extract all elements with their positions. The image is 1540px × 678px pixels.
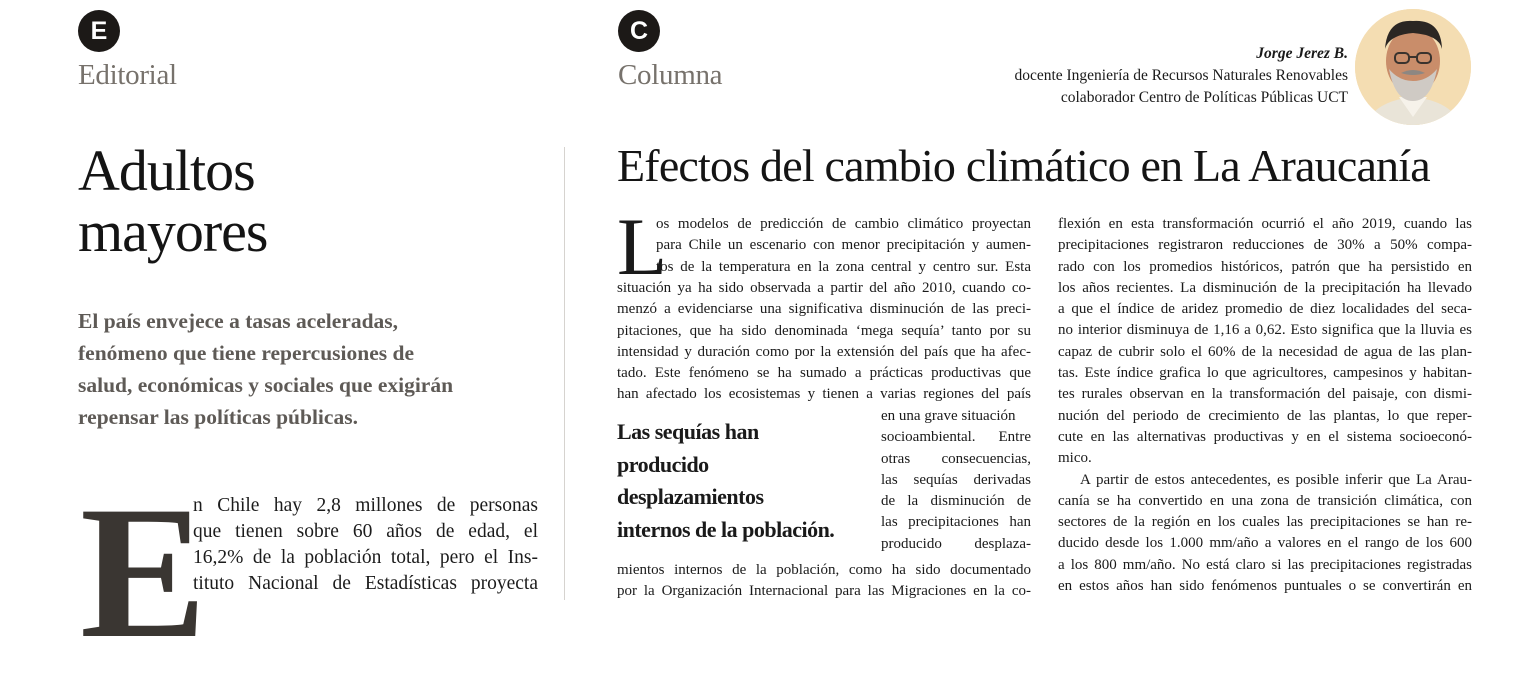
editorial-badge: E bbox=[78, 10, 120, 52]
editorial-body bbox=[193, 493, 538, 597]
editorial-dropcap: E bbox=[80, 468, 207, 678]
deck-line: El país envejece a tasas aceleradas, bbox=[78, 309, 399, 333]
column1-bottom bbox=[617, 560, 1031, 603]
body-line: capaz de cubrir solo el 60% de la necesidad de agua de las plan- bbox=[1058, 343, 1472, 360]
author-affiliation: colaborador Centro de Políticas Públicas UCT bbox=[1060, 89, 1348, 106]
body-line: precipitaciones registraron reducciones de 30% a 50% compa- bbox=[1058, 237, 1472, 254]
body-line: tes rurales observan en la transformación del paisaje, con dismi- bbox=[1058, 386, 1472, 403]
body-line: a los 800 mm/año. No está claro si las precipitaciones registradas bbox=[1058, 556, 1472, 573]
pull-quote-line: producido bbox=[617, 451, 709, 477]
pull-quote-line: desplazamientos bbox=[617, 484, 764, 509]
body-line: rado con los promedios históricos, patrón que ha persistido en bbox=[1058, 258, 1472, 275]
body-line: os modelos de predicción de cambio climático proyectan bbox=[656, 216, 1031, 232]
author-byline bbox=[1014, 43, 1348, 109]
author-photo bbox=[1355, 9, 1471, 125]
pull-quote-line: internos de la población. bbox=[617, 516, 835, 542]
body-line: canía se ha convertido en una zona de transición climática, con bbox=[1058, 492, 1472, 509]
deck-line: repensar las políticas públicas. bbox=[78, 405, 358, 429]
editorial-title-line: mayores bbox=[78, 199, 268, 264]
body-line: han afectado los ecosistemas y tienen a varias regiones del país bbox=[617, 386, 1031, 403]
editorial-section-label: Editorial bbox=[78, 59, 177, 91]
column-dropcap: L bbox=[617, 201, 668, 292]
body-line: producido desplaza- bbox=[881, 535, 1031, 552]
body-line: A partir de estos antecedentes, es posible inferir que La Arau- bbox=[1080, 471, 1472, 488]
body-line: ducido desde los 1.000 mm/año a valores en el rango de los 600 bbox=[1058, 535, 1472, 552]
body-line: que tienen sobre 60 años de edad, el bbox=[193, 521, 538, 542]
body-line: tado. Este fenómeno se ha sumado a prácticas productivas que bbox=[617, 365, 1031, 382]
deck-line: fenómeno que tiene repercusiones de bbox=[78, 341, 415, 365]
body-line: menzó a evidenciarse una significativa disminución de las preci- bbox=[617, 301, 1031, 318]
deck-line: salud, económicas y sociales que exigirán bbox=[78, 373, 454, 397]
body-line: tas. Este índice grafica lo que agricultores, campesinos y habitan- bbox=[1058, 365, 1472, 382]
column-title: Efectos del cambio climático en La Araucanía bbox=[617, 140, 1430, 191]
body-line: situación ya ha sido observada a partir del año 2010, cuando co- bbox=[617, 280, 1031, 296]
body-line: 16,2% de la población total, pero el Ins- bbox=[193, 547, 538, 568]
body-line: intensidad y duración como por la extensión del país que ha afec- bbox=[617, 343, 1031, 360]
body-line: n Chile hay 2,8 millones de personas bbox=[193, 495, 538, 516]
body-line: otras consecuencias, bbox=[881, 450, 1031, 467]
body-line: pitaciones, que ha sido denominada ‘mega sequía’ tanto por su bbox=[617, 322, 1031, 339]
body-line: en una grave situación bbox=[881, 408, 1016, 424]
body-line: de la disminución de bbox=[881, 493, 1031, 510]
column1-side bbox=[881, 406, 1031, 555]
body-line: las sequías derivadas bbox=[881, 471, 1031, 488]
column1-body bbox=[617, 278, 1031, 406]
body-line: a que el índice de aridez promedio de diez localidades del seca- bbox=[1058, 301, 1472, 318]
author-portrait-icon bbox=[1355, 9, 1471, 125]
body-line: los años recientes. La disminución de la precipitación ha llevado bbox=[1058, 279, 1472, 296]
body-line: para Chile un escenario con menor precipitación y aumen- bbox=[656, 237, 1031, 254]
body-line: flexión en esta transformación ocurrió el año 2019, cuando las bbox=[1058, 216, 1472, 232]
body-line: las precipitaciones han bbox=[881, 514, 1031, 531]
body-line: no interior disminuya de 1,16 a 0,62. Esto significa que la lluvia es bbox=[1058, 322, 1472, 339]
editorial-deck bbox=[78, 305, 538, 433]
column-badge: C bbox=[618, 10, 660, 52]
editorial-title-line: Adultos bbox=[78, 138, 255, 203]
body-line: nución del periodo de crecimiento de las plantas, lo que reper- bbox=[1058, 407, 1472, 424]
body-line: en estos años han sido fenómenos puntuales o se convertirán en bbox=[1058, 578, 1472, 595]
body-line: por la Organización Internacional para las Migraciones en la co- bbox=[617, 583, 1031, 600]
column-section-label: Columna bbox=[618, 59, 723, 91]
column1-intro bbox=[656, 214, 1031, 278]
body-line: mientos internos de la población, como ha sido documentado bbox=[617, 562, 1031, 578]
body-line: sectores de la región en los cuales las precipitaciones se han re- bbox=[1058, 514, 1472, 531]
author-name: Jorge Jerez B. bbox=[1256, 45, 1348, 62]
body-line: cute en las alternativas productivas y en el sistema socioeconó- bbox=[1058, 428, 1472, 445]
body-line: tituto Nacional de Estadísticas proyecta bbox=[193, 573, 538, 594]
author-role: docente Ingeniería de Recursos Naturales Renovables bbox=[1014, 67, 1348, 84]
column-divider bbox=[564, 147, 565, 600]
pull-quote bbox=[617, 416, 872, 546]
editorial-title bbox=[78, 140, 518, 262]
pull-quote-line: Las sequías han bbox=[617, 419, 759, 444]
body-line: socioambiental. Entre bbox=[881, 429, 1031, 446]
body-line: tos de la temperatura en la zona central y centro sur. Esta bbox=[656, 258, 1031, 275]
body-line: mico. bbox=[1058, 450, 1092, 467]
column2-body bbox=[1058, 214, 1472, 597]
